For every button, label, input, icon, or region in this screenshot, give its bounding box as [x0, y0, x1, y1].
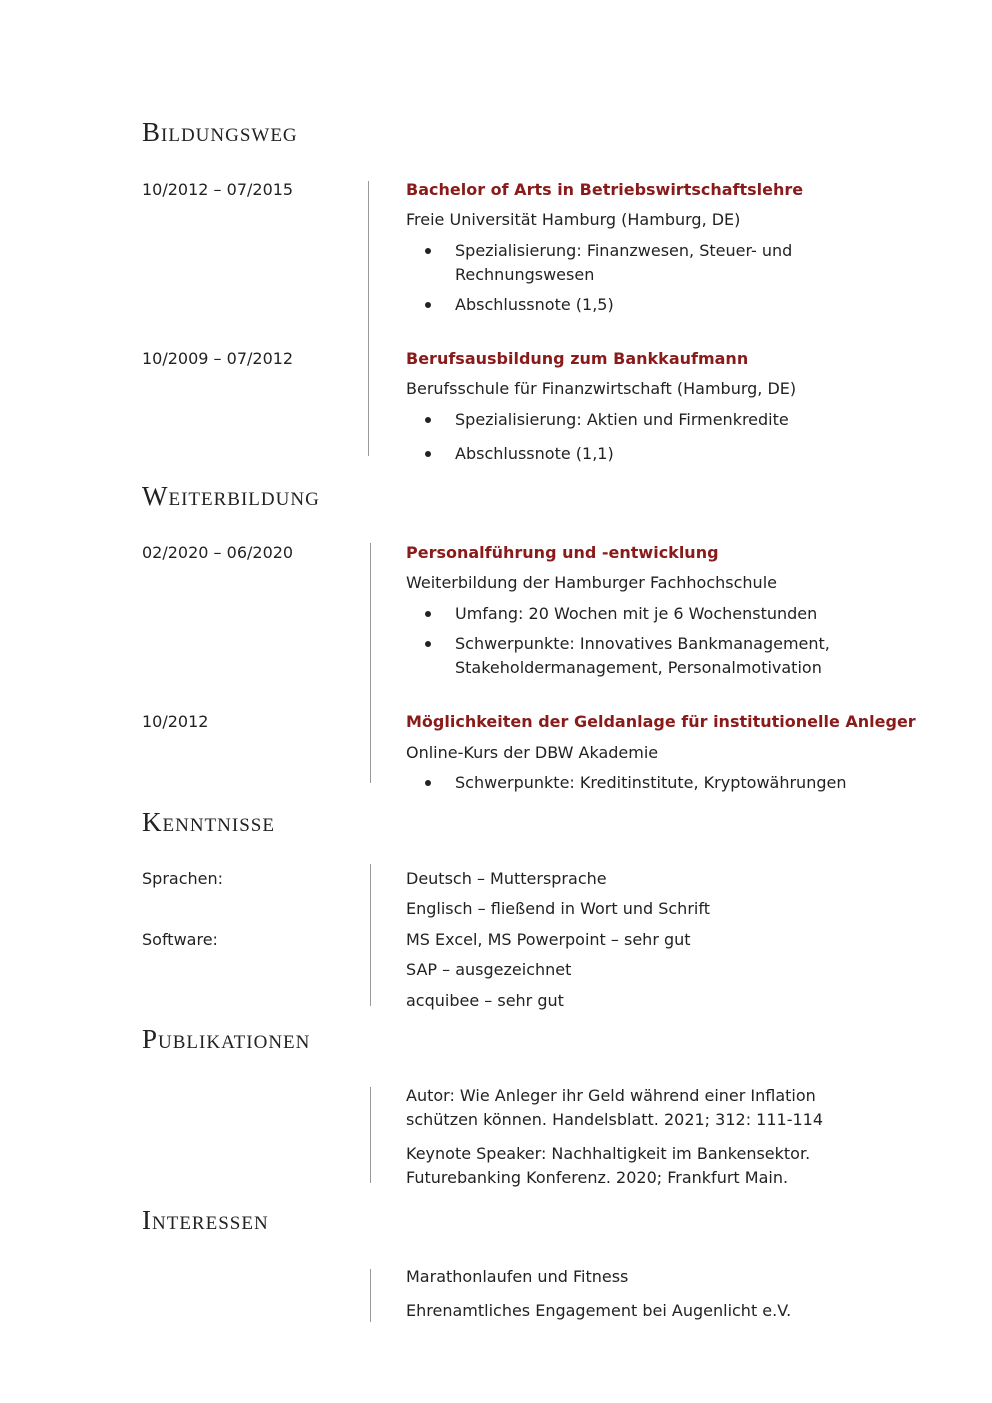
entry-institution: Online-Kurs der DBW Akademie — [406, 743, 659, 762]
label-sprachen: Sprachen: — [142, 869, 224, 888]
bullet-item: Schwerpunkte: Kreditinstitute, Kryptowährungen — [455, 773, 847, 792]
skill-item: SAP – ausgezeichnet — [406, 960, 572, 979]
entry-title: Personalführung und -entwicklung — [406, 543, 719, 562]
entry-date: 10/2012 – 07/2015 — [142, 180, 294, 199]
bullet-dot — [425, 451, 431, 457]
entry-date: 10/2009 – 07/2012 — [142, 349, 294, 368]
bullet-item: Abschlussnote (1,1) — [455, 444, 614, 463]
entry-date: 10/2012 — [142, 712, 209, 731]
timeline-divider — [370, 864, 371, 1006]
entry-institution: Freie Universität Hamburg (Hamburg, DE) — [406, 210, 741, 229]
interest-item: Marathonlaufen und Fitness — [406, 1267, 629, 1286]
publication-item: Autor: Wie Anleger ihr Geld während einer Inflation schützen können. Handelsblatt. 2021; 312: 111-114 — [406, 1086, 824, 1129]
bullet-dot — [425, 780, 431, 786]
entry-title: Bachelor of Arts in Betriebswirtschaftslehre — [406, 180, 804, 199]
section-heading-kenntnisse: Kenntnisse — [142, 807, 275, 837]
bullet-item: Umfang: 20 Wochen mit je 6 Wochenstunden — [455, 604, 818, 623]
bullet-item: Spezialisierung: Aktien und Firmenkredite — [455, 410, 789, 429]
section-heading-interessen: Interessen — [142, 1205, 269, 1235]
section-heading-weiterbildung: Weiterbildung — [142, 481, 320, 511]
skill-item: Englisch – fließend in Wort und Schrift — [406, 899, 710, 918]
skill-item: acquibee – sehr gut — [406, 991, 564, 1010]
label-software: Software: — [142, 930, 218, 949]
timeline-divider — [370, 1087, 371, 1183]
entry-title: Möglichkeiten der Geldanlage für institutionelle Anleger — [406, 712, 916, 731]
entry-institution: Berufsschule für Finanzwirtschaft (Hamburg, DE) — [406, 379, 797, 398]
bullet-item: Schwerpunkte: Innovatives Bankmanagement, Stakeholdermanagement, Personalmotivation — [455, 634, 830, 677]
skill-item: Deutsch – Muttersprache — [406, 869, 607, 888]
section-heading-bildungsweg: Bildungsweg — [142, 117, 298, 147]
timeline-divider — [368, 181, 369, 456]
publication-item: Keynote Speaker: Nachhaltigkeit im Bankensektor. Futurebanking Konferenz. 2020; Frankfurt Main. — [406, 1144, 811, 1187]
section-heading-publikationen: Publikationen — [142, 1024, 311, 1054]
bullet-dot — [425, 248, 431, 254]
entry-title: Berufsausbildung zum Bankkaufmann — [406, 349, 749, 368]
bullet-item: Abschlussnote (1,5) — [455, 295, 614, 314]
bullet-item: Spezialisierung: Finanzwesen, Steuer- und Rechnungswesen — [455, 241, 793, 284]
bullet-dot — [425, 611, 431, 617]
skill-item: MS Excel, MS Powerpoint – sehr gut — [406, 930, 691, 949]
interest-item: Ehrenamtliches Engagement bei Augenlicht e.V. — [406, 1301, 792, 1320]
bullet-dot — [425, 302, 431, 308]
entry-date: 02/2020 – 06/2020 — [142, 543, 294, 562]
timeline-divider — [370, 543, 371, 783]
timeline-divider — [370, 1269, 371, 1322]
bullet-dot — [425, 417, 431, 423]
bullet-dot — [425, 641, 431, 647]
entry-institution: Weiterbildung der Hamburger Fachhochschule — [406, 573, 777, 592]
